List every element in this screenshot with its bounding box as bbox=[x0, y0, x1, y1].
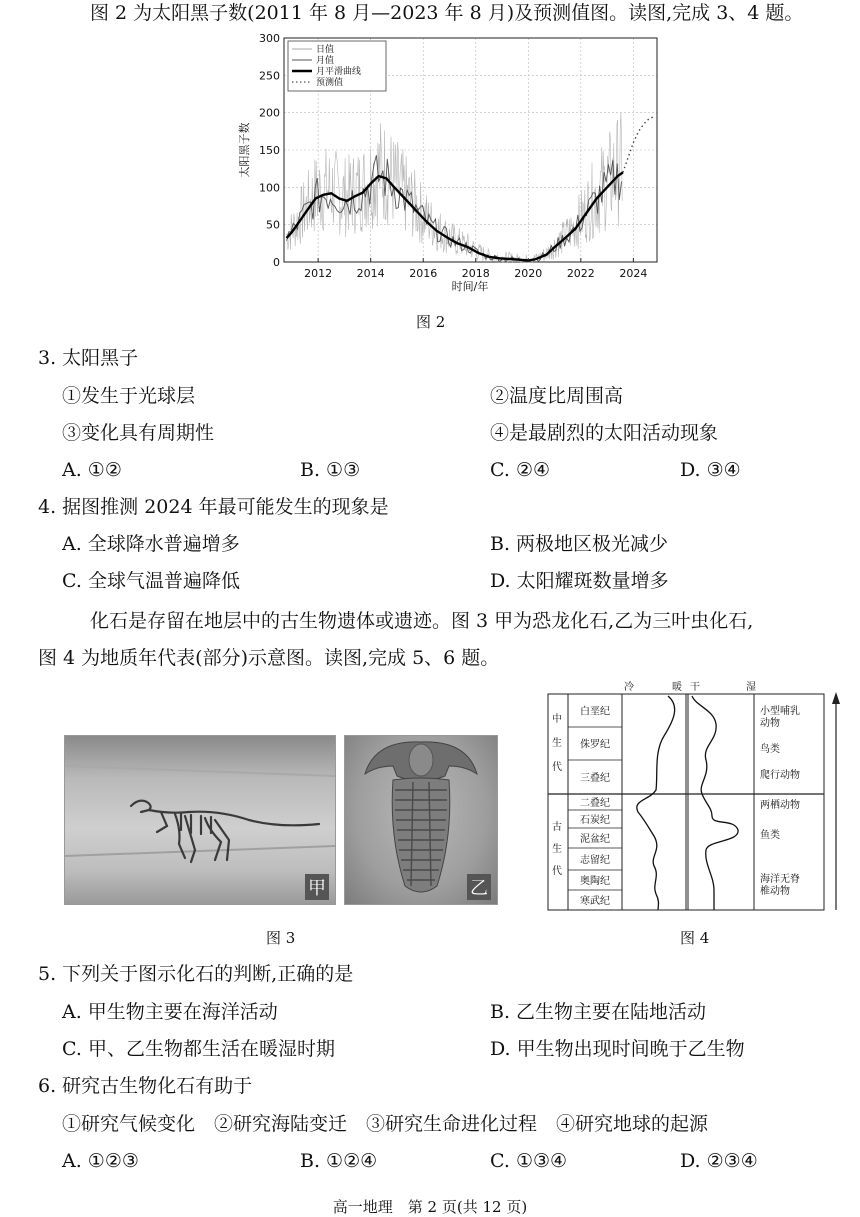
header-wet: 湿 bbox=[746, 682, 756, 693]
x-tick-label: 2014 bbox=[356, 267, 385, 280]
animal-fish: 鱼类 bbox=[760, 830, 780, 841]
q4-stem: 4. 据图推测 2024 年最可能发生的现象是 bbox=[38, 496, 389, 518]
header-dry: 干 bbox=[690, 682, 700, 693]
animal-amphibians: 两栖动物 bbox=[760, 800, 800, 811]
humidity-curve bbox=[692, 696, 738, 910]
animal-small-mammal-2: 动物 bbox=[760, 718, 780, 729]
y-tick-label: 150 bbox=[259, 144, 280, 157]
chart-legend bbox=[288, 41, 386, 91]
animal-birds: 鸟类 bbox=[760, 744, 780, 755]
animal-marine-invertebrates-2: 椎动物 bbox=[760, 886, 790, 897]
fig3-label-b: 乙 bbox=[467, 874, 491, 900]
q3-option-a[interactable]: A. ①② bbox=[62, 459, 122, 481]
period-label: 白垩纪 bbox=[580, 706, 610, 718]
x-tick-label: 2018 bbox=[461, 267, 490, 280]
sunspot-chart bbox=[232, 32, 672, 302]
trilobite-fossil-photo bbox=[344, 735, 498, 905]
x-tick-label: 2012 bbox=[304, 267, 333, 280]
q5-option-a[interactable]: A. 甲生物主要在海洋活动 bbox=[62, 1001, 278, 1023]
period-label: 志留纪 bbox=[580, 855, 610, 866]
x-tick-label: 2020 bbox=[514, 267, 543, 280]
period-label: 二叠纪 bbox=[580, 798, 610, 809]
dinosaur-fossil-photo bbox=[64, 735, 336, 905]
dinosaur-skeleton-icon bbox=[65, 736, 335, 904]
q5-option-c[interactable]: C. 甲、乙生物都生活在暖湿时期 bbox=[62, 1038, 335, 1060]
period-label: 奥陶纪 bbox=[580, 876, 610, 887]
period-rows bbox=[568, 705, 622, 908]
q5-option-d[interactable]: D. 甲生物出现时间晚于乙生物 bbox=[490, 1038, 745, 1060]
y-tick-label: 250 bbox=[259, 69, 280, 83]
series-smoothed-line bbox=[287, 172, 623, 260]
period-label: 侏罗纪 bbox=[580, 739, 610, 751]
monthly-value-line bbox=[287, 155, 622, 262]
fig3-caption: 图 3 bbox=[266, 929, 296, 947]
era-meso-1: 中 bbox=[552, 714, 562, 725]
fig4-caption: 图 4 bbox=[680, 929, 710, 947]
fig2-caption: 图 2 bbox=[416, 313, 446, 331]
intro-text-2: 化石是存留在地层中的古生物遗体或遗迹。图 3 甲为恐龙化石,乙为三叶虫化石, bbox=[90, 610, 754, 632]
x-tick-label: 2024 bbox=[619, 267, 648, 280]
x-tick-label: 2016 bbox=[409, 267, 438, 280]
era-paleo-3: 代 bbox=[552, 866, 562, 877]
q6-option-a[interactable]: A. ①②③ bbox=[62, 1150, 139, 1172]
y-tick-label: 200 bbox=[259, 106, 280, 120]
q3-statement-1: ①发生于光球层 bbox=[62, 385, 196, 407]
q3-stem: 3. 太阳黑子 bbox=[38, 347, 139, 369]
period-label: 石炭纪 bbox=[580, 815, 610, 826]
header-warm: 暖 bbox=[672, 682, 682, 693]
fig3-label-a: 甲 bbox=[305, 874, 329, 900]
y-tick-label: 50 bbox=[266, 218, 280, 232]
legend-monthly: 月值 bbox=[316, 56, 335, 66]
q6-stem: 6. 研究古生物化石有助于 bbox=[38, 1075, 253, 1097]
q6-statements: ①研究气候变化 ②研究海陆变迁 ③研究生命进化过程 ④研究地球的起源 bbox=[62, 1113, 709, 1135]
period-label: 三叠纪 bbox=[580, 773, 610, 784]
intro-text-2-cont: 图 4 为地质年代表(部分)示意图。读图,完成 5、6 题。 bbox=[38, 647, 500, 669]
q3-statement-2: ②温度比周围高 bbox=[490, 385, 624, 407]
period-label: 寒武纪 bbox=[580, 896, 610, 907]
x-axis-label: 时间/年 bbox=[451, 280, 489, 293]
time-arrow-icon bbox=[832, 692, 840, 910]
animal-reptiles: 爬行动物 bbox=[760, 770, 800, 781]
q6-option-b[interactable]: B. ①②④ bbox=[300, 1150, 378, 1172]
q4-option-a[interactable]: A. 全球降水普遍增多 bbox=[62, 533, 240, 555]
y-tick-label: 0 bbox=[273, 256, 280, 269]
page-footer: 高一地理 第 2 页(共 12 页) bbox=[332, 1198, 528, 1216]
q3-statement-4: ④是最剧烈的太阳活动现象 bbox=[490, 422, 719, 444]
geologic-time-table bbox=[546, 680, 846, 914]
q4-option-c[interactable]: C. 全球气温普遍降低 bbox=[62, 570, 240, 592]
legend-forecast: 预测值 bbox=[316, 78, 344, 88]
legend-smoothed: 月平滑曲线 bbox=[316, 67, 362, 77]
q3-statement-3: ③变化具有周期性 bbox=[62, 422, 215, 444]
q4-option-b[interactable]: B. 两极地区极光减少 bbox=[490, 533, 669, 555]
q3-option-d[interactable]: D. ③④ bbox=[680, 459, 741, 481]
temperature-curve bbox=[637, 696, 675, 910]
y-axis-label: 太阳黑子数 bbox=[238, 122, 251, 178]
q5-option-b[interactable]: B. 乙生物主要在陆地活动 bbox=[490, 1001, 707, 1023]
q6-option-d[interactable]: D. ②③④ bbox=[680, 1150, 758, 1172]
animal-small-mammal: 小型哺乳 bbox=[760, 706, 800, 717]
q5-stem: 5. 下列关于图示化石的判断,正确的是 bbox=[38, 963, 354, 985]
series-forecast-line bbox=[623, 116, 655, 172]
monthly-values bbox=[287, 155, 622, 262]
q3-option-c[interactable]: C. ②④ bbox=[490, 459, 551, 481]
header-cold: 冷 bbox=[624, 682, 634, 693]
period-label: 泥盆纪 bbox=[580, 834, 610, 845]
q4-option-d[interactable]: D. 太阳耀斑数量增多 bbox=[490, 570, 669, 592]
y-tick-label: 100 bbox=[259, 181, 280, 195]
animal-marine-invertebrates: 海洋无脊 bbox=[760, 874, 800, 885]
intro-text-1: 图 2 为太阳黑子数(2011 年 8 月—2023 年 8 月)及预测值图。读图,完成 3、4 题。 bbox=[90, 2, 804, 24]
y-tick-label: 300 bbox=[259, 32, 280, 45]
legend-daily: 日值 bbox=[316, 45, 335, 55]
era-paleo-1: 古 bbox=[552, 822, 562, 833]
q3-option-b[interactable]: B. ①③ bbox=[300, 459, 361, 481]
era-paleo-2: 生 bbox=[552, 844, 562, 855]
q6-option-c[interactable]: C. ①③④ bbox=[490, 1150, 568, 1172]
era-meso-2: 生 bbox=[552, 738, 562, 749]
era-meso-3: 代 bbox=[552, 762, 562, 773]
x-tick-label: 2022 bbox=[566, 267, 595, 280]
